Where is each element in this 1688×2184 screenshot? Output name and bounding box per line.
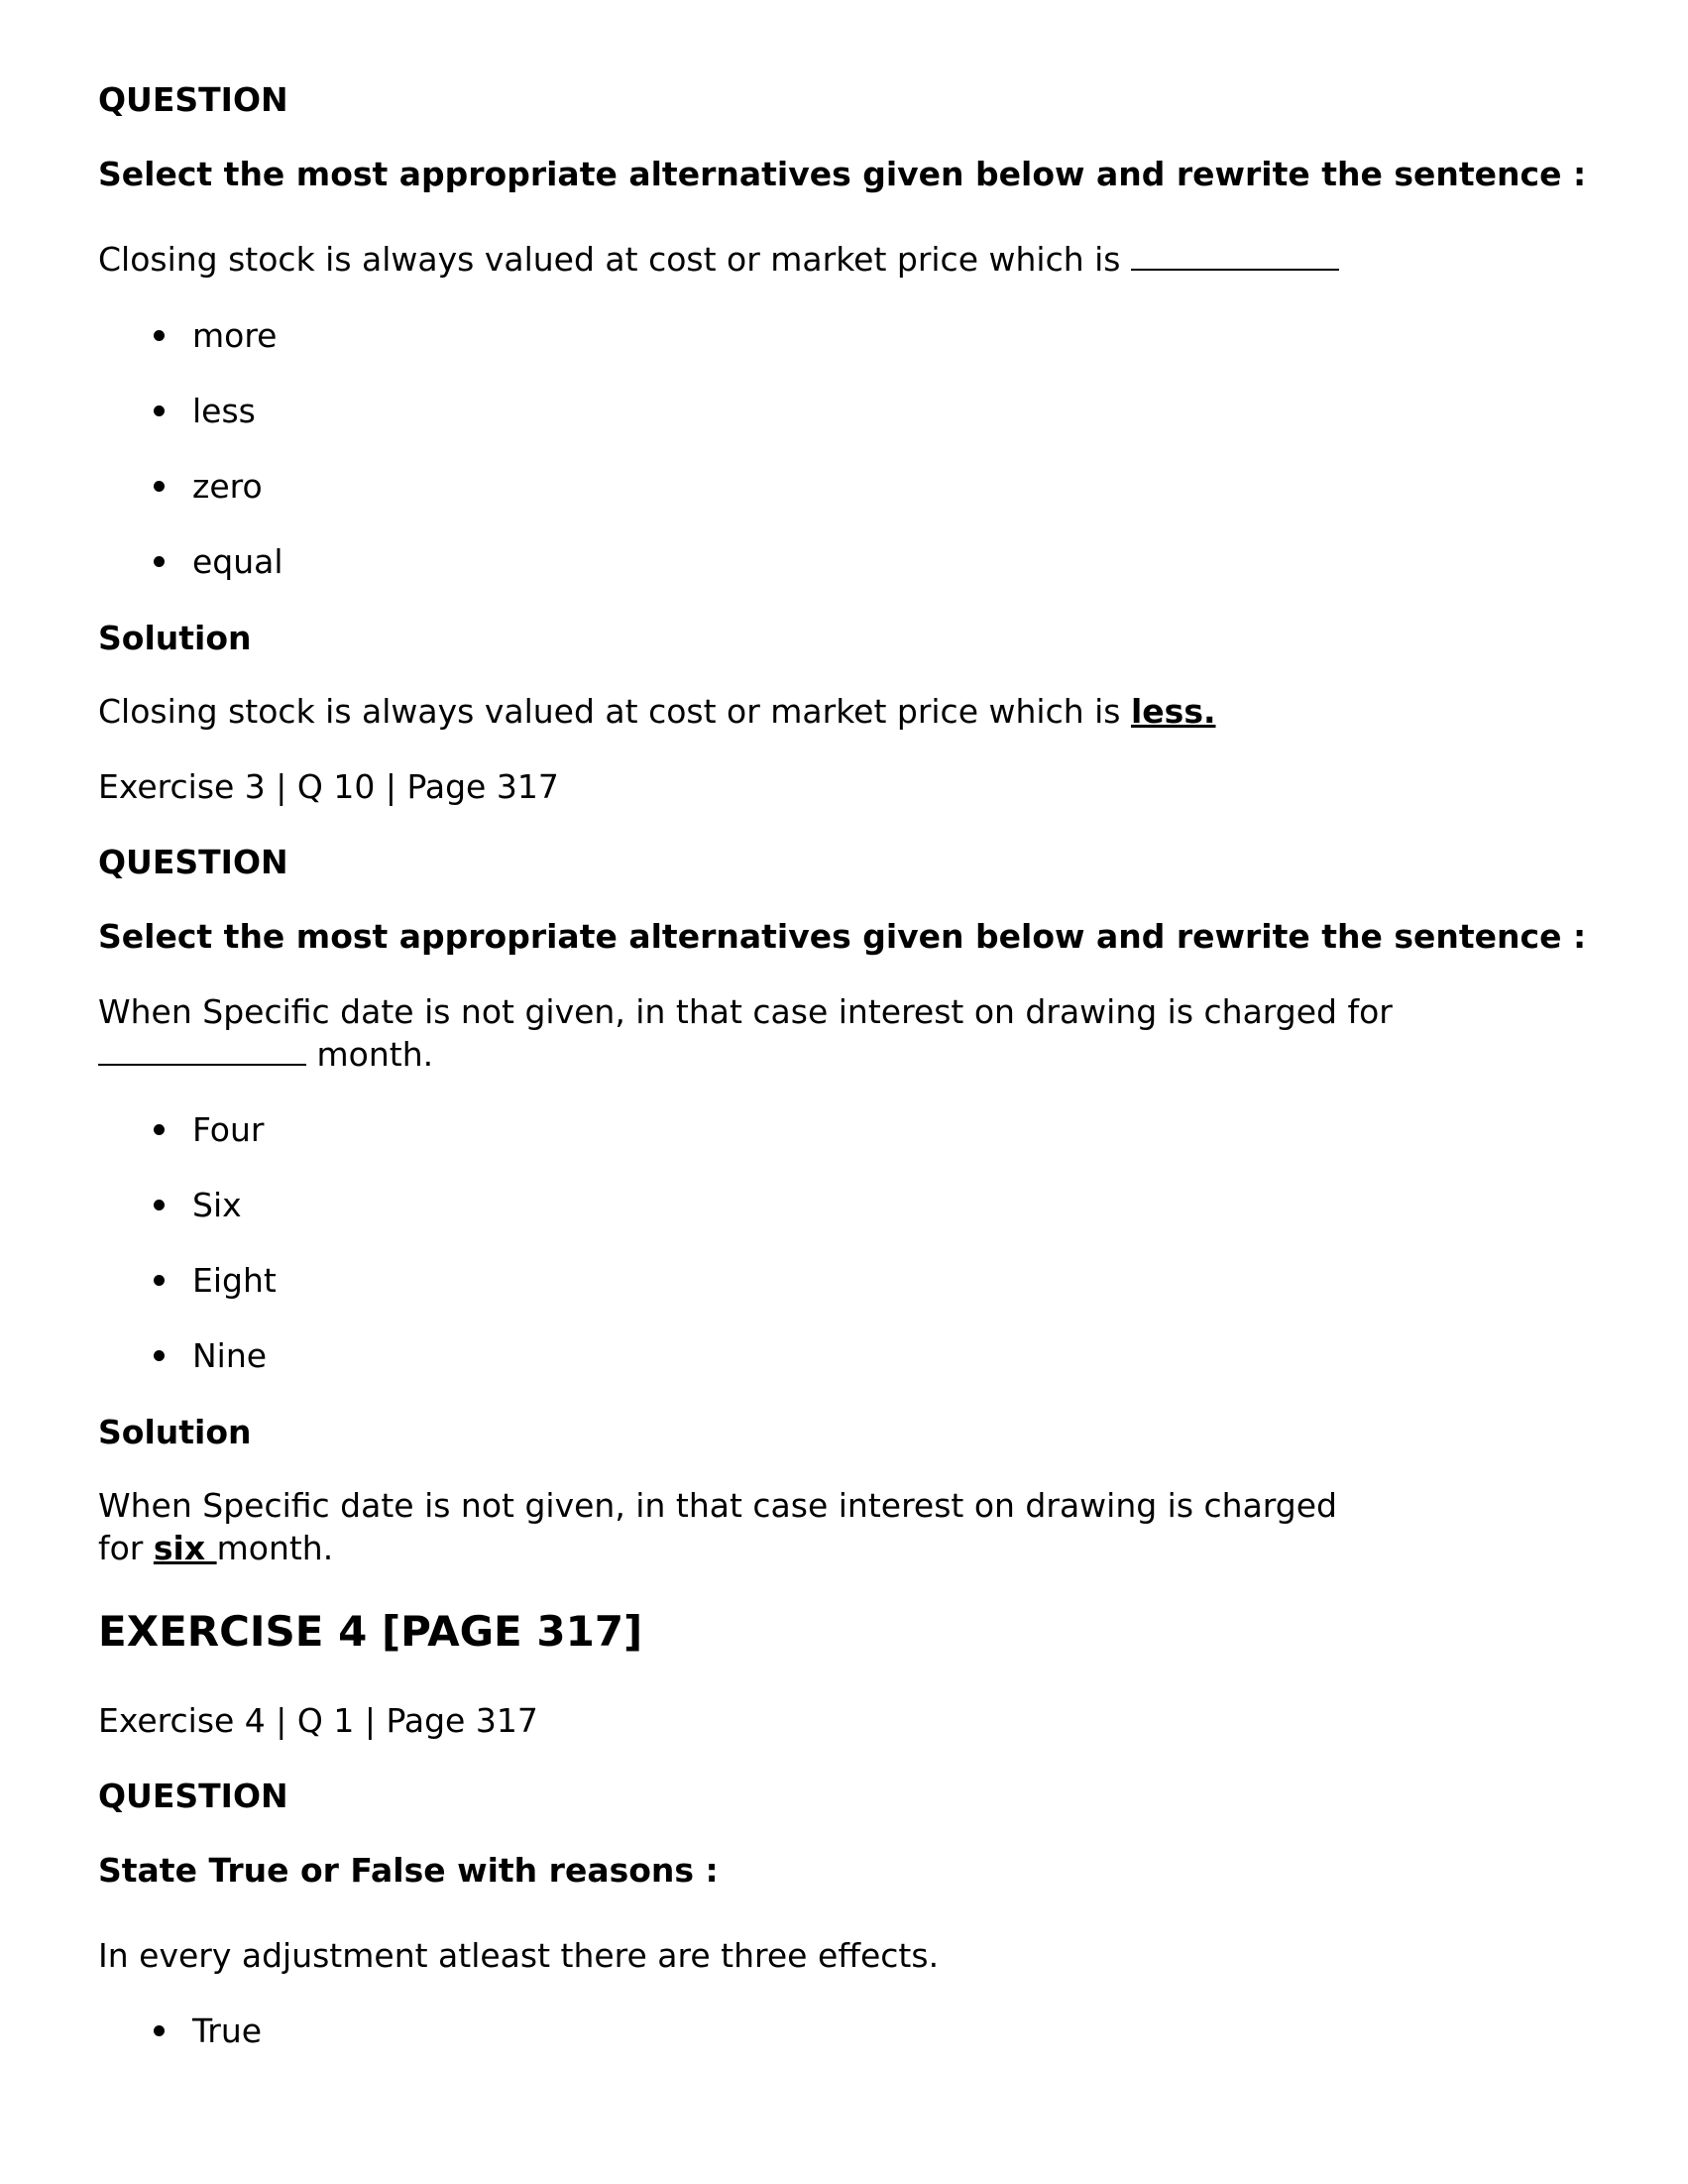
bullet-icon — [154, 481, 165, 492]
question-sentence: In every adjustment atleast there are three effects. — [98, 1936, 940, 1975]
bullet-icon — [154, 1350, 165, 1361]
solution-prefix: for — [98, 1529, 144, 1567]
options-list — [98, 1109, 277, 1411]
question-sentence-line2 — [98, 1034, 433, 1076]
options-list — [98, 315, 283, 617]
bullet-icon — [154, 2025, 165, 2036]
solution-sentence: Closing stock is always valued at cost or market price which is — [98, 692, 1121, 731]
option-text: Six — [192, 1186, 242, 1224]
solution-label: Solution — [98, 1413, 252, 1451]
bullet-icon — [154, 556, 165, 567]
question-sentence-tail: month. — [316, 1035, 434, 1074]
solution-answer: six — [153, 1529, 217, 1567]
question-label: QUESTION — [98, 80, 288, 119]
option-item — [98, 315, 283, 391]
bullet-icon — [154, 330, 165, 341]
solution-answer: less. — [1130, 692, 1216, 731]
option-text: zero — [192, 467, 263, 506]
option-text: True — [192, 2012, 263, 2050]
question-instruction: State True or False with reasons : — [98, 1851, 719, 1890]
question-instruction: Select the most appropriate alternatives given below and rewrite the sentence : — [98, 155, 1587, 193]
solution-text — [98, 691, 1216, 733]
section-heading: EXERCISE 4 [PAGE 317] — [98, 1607, 643, 1656]
question-reference: Exercise 3 | Q 10 | Page 317 — [98, 767, 559, 806]
option-text: Four — [192, 1110, 265, 1149]
solution-label: Solution — [98, 619, 252, 657]
bullet-icon — [154, 1200, 165, 1210]
fill-in-blank — [1131, 241, 1339, 271]
question-label: QUESTION — [98, 843, 288, 881]
solution-text-line2 — [98, 1528, 333, 1569]
option-text: more — [192, 316, 278, 355]
question-sentence-line1: When Specific date is not given, in that case interest on drawing is charged for — [98, 992, 1393, 1031]
option-item — [98, 541, 283, 617]
option-text: less — [192, 392, 256, 430]
option-text: Nine — [192, 1336, 268, 1375]
fill-in-blank — [98, 1036, 306, 1066]
options-list — [98, 2011, 262, 2086]
bullet-icon — [154, 1275, 165, 1286]
bullet-icon — [154, 1124, 165, 1135]
option-text: equal — [192, 542, 283, 581]
question-reference: Exercise 4 | Q 1 | Page 317 — [98, 1701, 538, 1740]
option-item — [98, 1335, 277, 1411]
question-sentence-text: Closing stock is always valued at cost or market price which is — [98, 240, 1121, 279]
option-item — [98, 1109, 277, 1185]
option-item — [98, 2011, 262, 2086]
question-sentence — [98, 239, 1339, 281]
option-item — [98, 466, 283, 541]
option-text: Eight — [192, 1261, 277, 1300]
option-item — [98, 391, 283, 466]
question-instruction: Select the most appropriate alternatives given below and rewrite the sentence : — [98, 917, 1587, 956]
question-label: QUESTION — [98, 1777, 288, 1815]
option-item — [98, 1185, 277, 1260]
solution-text-line1: When Specific date is not given, in that case interest on drawing is charged — [98, 1486, 1337, 1525]
solution-suffix: month. — [216, 1529, 334, 1567]
option-item — [98, 1260, 277, 1335]
bullet-icon — [154, 405, 165, 416]
